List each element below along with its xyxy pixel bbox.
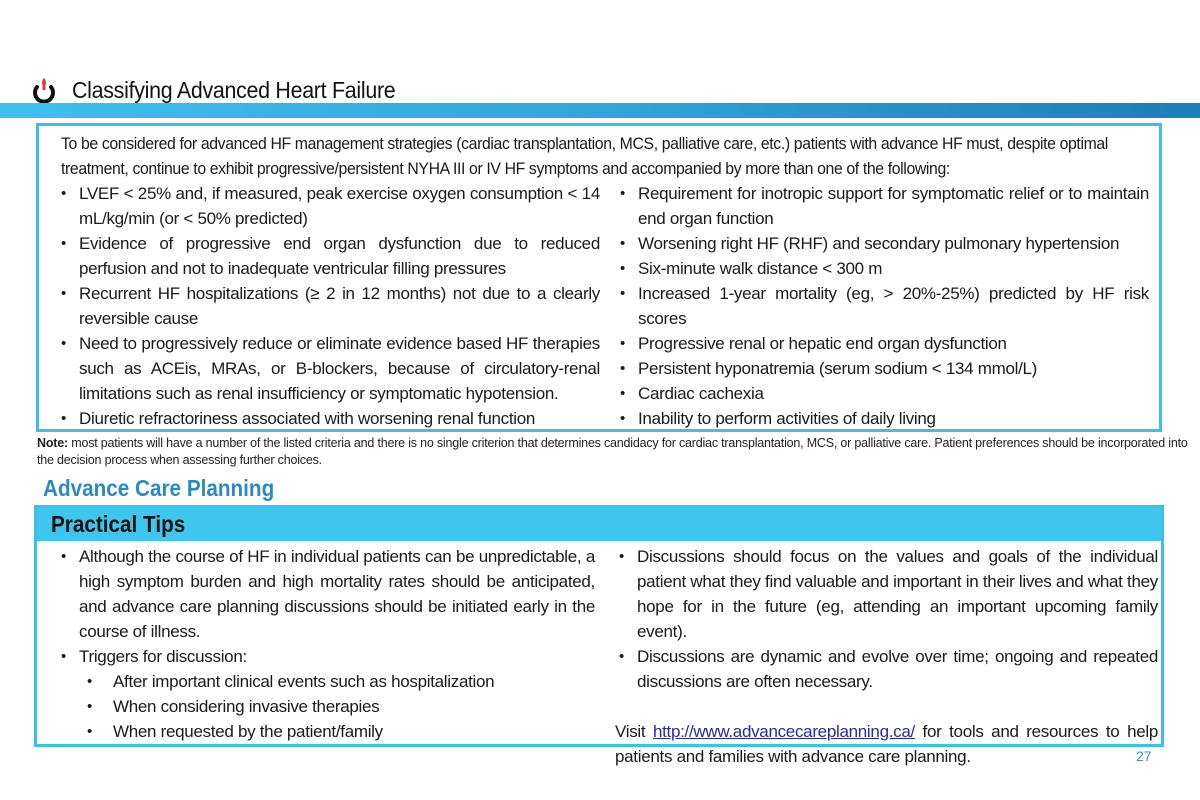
trigger-item: • When requested by the patient/family (55, 719, 595, 744)
advance-care-planning-link[interactable]: http://www.advancecareplanning.ca/ (652, 722, 915, 741)
title-row (30, 74, 420, 106)
title-underline-bar (0, 103, 1200, 118)
tip-item: • Discussions should focus on the values and goals of the individual patient what they find valuable and important in their lives and what they hope for in the future (eg, attending an important upcoming family event). (613, 544, 1158, 644)
criteria-intro: To be considered for advanced HF management strategies (cardiac transplantation, MCS, palliative care, etc.) patients with advance HF must, despite optimal treatment, continue to exhibit progressive/persistent NYHA III or IV HF symptoms and accompanied by more than one of the following: (61, 134, 1108, 178)
criteria-box (36, 123, 1162, 432)
criteria-right-list (614, 181, 1149, 431)
criteria-item: • Cardiac cachexia (614, 381, 1149, 406)
tip-item: • Triggers for discussion: (55, 644, 595, 669)
criteria-item: • Worsening right HF (RHF) and secondary pulmonary hypertension (614, 231, 1149, 256)
criteria-item: • Progressive renal or hepatic end organ dysfunction (614, 331, 1149, 356)
criteria-item: • Requirement for inotropic support for symptomatic relief or to maintain end organ function (614, 181, 1149, 231)
page-title: Classifying Advanced Heart Failure (72, 76, 396, 103)
criteria-item: • Persistent hyponatremia (serum sodium < 134 mmol/L) (614, 356, 1149, 381)
criteria-item: • LVEF < 25% and, if measured, peak exercise oxygen consumption < 14 mL/kg/min (or < 50% predicted) (55, 181, 600, 231)
tip-item: • Discussions are dynamic and evolve over time; ongoing and repeated discussions are often necessary. (613, 644, 1158, 694)
note-label: Note: (37, 436, 68, 450)
practical-tips-header (37, 508, 1161, 541)
tips-left-list (55, 544, 595, 744)
criteria-item: • Diuretic refractoriness associated with worsening renal function (55, 406, 600, 431)
practical-tips-title: Practical Tips (51, 511, 186, 537)
trigger-item: • After important clinical events such as hospitalization (55, 669, 595, 694)
criteria-item: • Need to progressively reduce or eliminate evidence based HF therapies such as ACEis, MRAs, or B-blockers, because of circulatory-renal limitations such as renal insufficiency or symptomatic hypotension. (55, 331, 600, 406)
tips-right-list (613, 544, 1158, 769)
criteria-item: • Increased 1-year mortality (eg, > 20%-25%) predicted by HF risk scores (614, 281, 1149, 331)
criteria-item: • Inability to perform activities of daily living (614, 406, 1149, 431)
note-body: most patients will have a number of the listed criteria and there is no single criterion that determines candidacy for cardiac transplantation, MCS, or palliative care. Patient preferences should be incorporated into the decision process when assessing further choices. (37, 436, 1188, 467)
page-number: 27 (1136, 748, 1152, 764)
criteria-item: • Evidence of progressive end organ dysfunction due to reduced perfusion and not to inadequate ventricular filling pressures (55, 231, 600, 281)
criteria-item: • Recurrent HF hospitalizations (≥ 2 in 12 months) not due to a clearly reversible cause (55, 281, 600, 331)
trigger-item: • When considering invasive therapies (55, 694, 595, 719)
tip-item: • Although the course of HF in individual patients can be unpredictable, a high symptom burden and high mortality rates should be anticipated, and advance care planning discussions should be initiated early in the course of illness. (55, 544, 595, 644)
heart-power-logo-icon (30, 76, 58, 104)
visit-text (613, 719, 1158, 769)
visit-prefix: Visit (615, 722, 653, 741)
note-text (37, 435, 1197, 469)
advance-care-planning-heading: Advance Care Planning (43, 475, 275, 501)
criteria-left-list (55, 181, 600, 431)
criteria-item: • Six-minute walk distance < 300 m (614, 256, 1149, 281)
visit-suffix: for tools and resources to help patients and families with advance care planning. (615, 722, 1159, 766)
